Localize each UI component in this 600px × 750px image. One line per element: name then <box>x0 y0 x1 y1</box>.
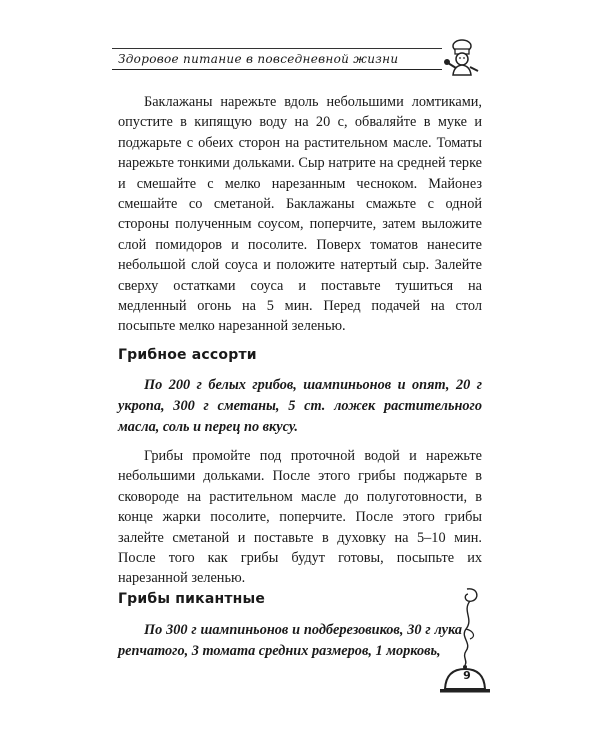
instructions-mushroom-assorti: Грибы промойте под проточной водой и нарежьте небольшими дольками. После этого грибы поджарьте в сковороде на растительном масле до полуготовности, в конце жарки посолите, поперчите. После этого грибы залейте сметаной и поставьте в духовку на 5–10 мин. После того как грибы будут готовы, посыпьте их нарезанной зеленью. <box>118 448 482 587</box>
ingredients-mushroom-assorti: По 200 г белых грибов, шампиньонов и опят, 20 г укропа, 300 г сметаны, 5 ст. ложек растительного масла, соль и перец по вкусу. <box>118 377 482 435</box>
header-rule-top <box>112 48 442 49</box>
page-number: 9 <box>463 669 471 682</box>
cloche-ornament-icon <box>432 585 492 705</box>
running-title: Здоровое питание в повседневной жизни <box>118 52 399 66</box>
ingredients-spicy-mushrooms: По 300 г шампиньонов и подберезовиков, 30 г лука репчатого, 3 томата средних размеров, 1 морковь, <box>118 622 462 659</box>
chef-icon <box>440 38 482 76</box>
recipe-title-spicy-mushrooms: Грибы пикантные <box>118 591 266 607</box>
recipe-intro-paragraph: Баклажаны нарежьте вдоль небольшими ломтиками, опустите в кипящую воду на 20 с, обваляйте в муке и поджарьте с обеих сторон на растительном масле. Томаты нарежьте тонкими дольками. Сыр натрите на средней терке и смешайте с мелко нарезанным чесноком. Майонез смешайте со сметаной. Баклажаны смажьте с одной стороны полученным соусом, поперчите, затем выложите слой помидоров и посолите. Поверх томатов нанесите небольшой слой соуса и положите натертый сыр. Залейте сверху остатками соуса и поставьте тушиться на медленный огонь на 5 мин. Перед подачей на стол посыпьте мелко нарезанной зеленью. <box>118 94 482 335</box>
recipe-title-mushroom-assorti: Грибное ассорти <box>118 347 257 363</box>
header-rule-bottom <box>112 69 442 70</box>
